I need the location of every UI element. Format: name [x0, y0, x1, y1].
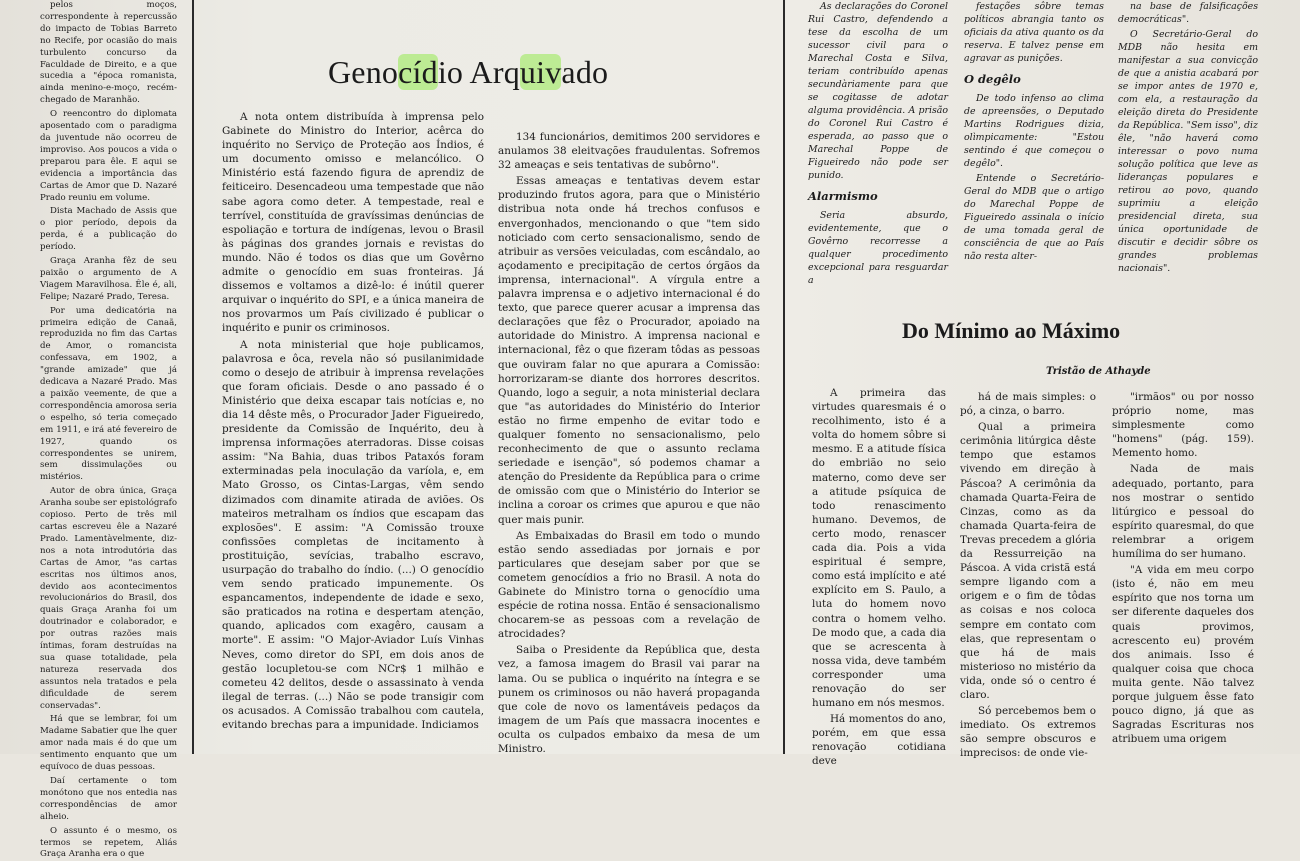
paragraph: Autor de obra única, Graça Aranha soube ser epistológrafo copioso. Perto de três mil cartas escreveu êle a Nazaré Prado. Lamentàvelmente, diz-nos a nota introdutória das Cartas de Amor, "as cartas escritas nos últimos anos, devido aos acontecimentos revolucionários do Brasil, dos quais Graça Aranha foi um doutrinador e colaborador, e por outras razões mais íntimas, foram destruídas na sua quase totalidade, pela natureza reservada dos assuntos nela tratados e pela dificuldade de serem conservadas". — [40, 486, 177, 711]
paragraph: A nota ontem distribuída à imprensa pelo Gabinete do Ministro do Interior, acêrca do inquérito no Serviço de Proteção aos Índios, é um documento omisso e melancólico. O Ministério está fazendo figura de aprendiz de feiticeiro. Desencadeou uma tempestade que não sabe agora como deter. A tempestade, real e terrível, constituída de gravíssimas denúncias de espoliação e tortura de indígenas, levou o Brasil às páginas dos grandes jornais e revistas do mundo. Não é todos os dias que um Govêrno admite o genocídio em suas fronteiras. Já dissemos e voltamos a dizê-lo: é inútil querer arquivar o inquérito do SPI, e a única maneira de nos provarmos um País civilizado é publicar o inquérito e punir os criminosos. — [222, 111, 484, 335]
paragraph: O reencontro do diplomata aposentado com o paradigma da juventude não ocorreu de improviso. Aos poucos a vida o preparou para êle. E aqui se evidencia a importância das Cartas de Amor que D. Nazaré Prado reuniu em volume. — [40, 109, 177, 203]
top-right-column-1 — [808, 0, 948, 286]
main-headline — [328, 54, 608, 91]
paragraph: festações sôbre temas políticos abrangia tanto os oficiais da ativa quanto os da reserva. E talvez pense em agravar as punições. — [964, 1, 1104, 64]
main-article-column-2 — [498, 130, 760, 754]
paragraph: Há momentos do ano, porém, em que essa renovação cotidiana deve — [812, 713, 946, 768]
top-right-column-3 — [1118, 0, 1258, 274]
second-article-column-3-paragraphs — [1112, 390, 1254, 746]
paragraph: Nada de mais adequado, portanto, para nos mostrar o sentido litúrgico e pessoal do espírito quaresmal, do que relembrar a origem humílima do ser humano. — [1112, 463, 1254, 561]
second-article-column-2-paragraphs — [960, 390, 1096, 760]
headline-part: Geno — [328, 54, 399, 90]
section-heading-alarmismo: Alarmismo — [808, 189, 878, 203]
second-article-headline: Do Mínimo ao Máximo — [902, 318, 1121, 343]
paragraph: Dista Machado de Assis que o pior período, depois da perda, é a publicação do período. — [40, 206, 177, 253]
top-right-column-1-paragraphs — [808, 0, 948, 182]
paragraph: As Embaixadas do Brasil em todo o mundo estão sendo assediadas por jornais e por particulares que desejam saber por que se cometem genocídios a frio no Brasil. A nota do Gabinete do Ministro torna o genocídio uma espécie de rotina nossa. Então é sensacionalismo chocarem-se as pessoas com a revelação de atrocidades? — [498, 529, 760, 641]
headline-part: io Arq — [437, 54, 520, 90]
paragraph: Há que se lembrar, foi um Madame Sabatier que lhe quer amor nada mais é do que um sentimento enquanto que um equívoco de duas pessoas. — [40, 714, 177, 773]
paragraph: Saiba o Presidente da República que, desta vez, a famosa imagem do Brasil vai parar na lama. Ou se publica o inquérito na íntegra e se punem os criminosos ou não haverá propaganda que cole de novo os lamentáveis pedaços da imagem de um País que massacra inocentes e oculta os culpados embaixo da mesa de um Ministro. — [498, 644, 760, 756]
paragraph: Daí certamente o tom monótono que nos entedia nas correspondências de amor alheio. — [40, 776, 177, 822]
left-column-paragraphs — [40, 0, 177, 861]
paragraph: O assunto é o mesmo, os termos se repetem, Aliás Graça Aranha era o que — [40, 825, 177, 860]
second-article-column-1-paragraphs — [812, 386, 946, 769]
paragraph: O Secretário-Geral do MDB não hesita em manifestar a sua convicção de que a anistia acabará por se impor antes de 1970 e, com ela, a restauração da eleição direta do Presidente da República. "Sem isso", diz êle, "não haverá como interessar o povo numa solução política que leve as lideranças populares e retirou ao povo, quando suprimiu a eleição presidencial direta, sua única oportunidade de discutir e decidir sôbre os grandes problemas nacionais". — [1118, 29, 1258, 274]
paragraph: Essas ameaças e tentativas devem estar produzindo frutos agora, para que o Ministério distribua nota onde há trechos confusos e envergonhados, mencionando o que "tem sido noticiado com certo sensacionalismo, sendo de atribuir as versões veiculadas, com escândalo, ao açodamento e precipitação de certos órgãos da imprensa, internacional". A vírgula entre a palavra imprensa e o adjetivo internacional é do texto, que parece querer acusar a imprensa das declarações que fêz o Procurador, apoiado na autoridade do Ministro. A imprensa nacional e internacional, fêz o que fizeram tôdas as pessoas que ouviram falar no que apurara a Comissão: horrorizaram-se diante dos horrores descritos. Quando, logo a seguir, a nota ministerial declara que "as autoridades do Ministério do Interior estão no firme empenho de evitar todo e qualquer fomento no sensacionalismo, pelo reconhecimento de que o assunto reclama seriedade e isenção", só podemos chamar a atenção do Presidente da República para o crime de omissão com que o Ministério do Interior se inclina a coroar os crimes que apurou e que não quer mais punir. — [498, 175, 760, 526]
paragraph: pelos moços, correspondente à repercussão do impacto de Tobias Barreto no Recife, por ocasião do mais turbulento concurso da Faculdade de Direito, e a que sucedia a "época romanista, ainda menino-e-moço, recém-chegado de Maranhão. — [40, 0, 177, 106]
top-right-column-2-before — [964, 0, 1104, 65]
paragraph: Só percebemos bem o imediato. Os extremos são sempre obscuros e imprecisos: de onde vie- — [960, 705, 1096, 760]
paragraph: Graça Aranha fêz de seu paixão o argumento de A Viagem Maravilhosa. Êle é, ali, Felipe; Nazaré Prado, Teresa. — [40, 256, 177, 302]
paragraph: Qual a primeira cerimônia litúrgica dêste tempo que estamos vivendo em direção à Páscoa? A cerimônia da chamada Quarta-Feira de Cinzas, como as da chamada Quarta-feira de Trevas precedem a glória da Ressurreição na Páscoa. A vida cristã está sempre ligando com a origem e o fim de tôdas as coisas e nos coloca sempre em contato com elas, que representam o que há de mais misterioso no mistério da vida, onde só o centro é claro. — [960, 421, 1096, 701]
top-right-column-1-after — [808, 209, 948, 287]
main-article-column-1 — [222, 110, 484, 754]
paragraph: na base de falsificações democráticas". — [1118, 1, 1258, 25]
paragraph: Por uma dedicatória na primeira edição de Canaã, reproduzida no fim das Cartas de Amor, o romancista confessava, em 1902, a "grande amizade" que já dedicava a Nazaré Prado. Mas a paixão veemente, de que a correspondência amorosa seria o espelho, só teria começado em 1911, e irá até fevereiro de 1927, quando os correspondentes se unirem, sem dissimulações ou mistérios. — [40, 305, 177, 483]
paragraph: Seria absurdo, evidentemente, que o Govêrno recorresse a qualquer procedimento excepcional para resguardar a — [808, 210, 948, 286]
headline-part-highlighted: uiv — [519, 54, 562, 90]
second-article-column-1 — [812, 386, 946, 768]
left-column — [40, 0, 177, 860]
paragraph: A primeira das virtudes quaresmais é o recolhimento, isto é a volta do homem sôbre si mesmo. E a atitude física do embrião no seio materno, como deve ser a atitude psíquica de todo renascimento humano. Devemos, de certo modo, renascer cada dia. Pois a vida espiritual é sempre, como está implícito e até explícito em S. Paulo, a luta do homem novo contra o homem velho. De modo que, a cada dia que se acrescenta à nossa vida, deve também corresponder uma renovação do ser humano em nós mesmos. — [812, 387, 946, 710]
column-rule-left — [192, 0, 194, 754]
headline-part-highlighted: cíd — [398, 54, 438, 90]
top-right-column-2-after — [964, 92, 1104, 263]
paragraph: "irmãos" ou por nosso próprio nome, mas simplesmente como "homens" (pág. 159). Memento homo. — [1112, 391, 1254, 460]
paragraph: A nota ministerial que hoje publicamos, palavrosa e ôca, revela não só pusilanimidade como o desejo de atribuir à imprensa revelações que foram oficiais. Desde o ano passado é o Ministério que deixa escapar tais notícias e, no dia 14 dêste mês, o Procurador Jader Figueiredo, presidente da Comissão de Inquérito, deu à imprensa informações aterradoras. Disse coisas assim: "Na Bahia, duas tribos Pataxós foram exterminadas pela inoculação da varíola, e, em Mato Grosso, os Cintas-Largas, vêm sendo dizimados com dinamite atirada de aviões. Os mateiros metralham os índios que escapam das explosões". E assim: "A Comissão trouxe confissões completas de incitamento à prostituição, sevícias, trabalho escravo, usurpação do trabalho do índio. (...) O genocídio vem sendo praticado impunemente. Os espancamentos, independente de idade e sexo, são praticados na rotina e despertam atenção, quando, aplicados com exagêro, causam a morte". E assim: "O Major-Aviador Luís Vinhas Neves, como diretor do SPI, em dois anos de gestão locupletou-se com NCr$ 1 milhão e cometeu 42 delitos, desde o assassinato à venda ilegal de terras. (...) Não se pode transigir com os acusados. A Comissão trabalhou com cautela, evitando brechas para a impunidade. Indiciamos — [222, 338, 484, 732]
top-right-column-2 — [964, 0, 1104, 270]
second-article-column-2 — [960, 390, 1096, 760]
column-rule-middle — [783, 0, 785, 754]
paragraph: De todo infenso ao clima de apreensões, o Deputado Martins Rodrigues dizia, olìmpicamente: "Estou sentindo é que começou o degêlo". — [964, 93, 1104, 169]
section-heading-o-degelo: O degêlo — [964, 72, 1021, 86]
paragraph: "A vida em meu corpo (isto é, não em meu espírito que nos torna um ser diferente daqueles dos quais provimos, acrescento eu) provém dos animais. Isso é qualquer coisa que choca muita gente. Não talvez porque julguem êsse fato pouco digno, já que as Sagradas Escrituras nos atribuem uma origem — [1112, 564, 1254, 746]
paragraph: 134 funcionários, demitimos 200 servidores e anulamos 38 eleitvações fraudulentas. Sofremos 32 ameaças e seis tentativas de subôrno". — [498, 131, 760, 172]
paragraph: há de mais simples: o pó, a cinza, o barro. — [960, 391, 1096, 418]
second-article-column-3 — [1112, 390, 1254, 754]
main-article-column-2-paragraphs — [498, 130, 760, 756]
main-article-column-1-paragraphs — [222, 110, 484, 732]
paragraph: Entende o Secretário-Geral do MDB que o artigo do Marechal Poppe de Figueiredo assinala o início de uma tomada geral de consciência de que ao País não resta alter- — [964, 173, 1104, 262]
headline-part: ado — [561, 54, 609, 90]
second-article-byline: Tristão de Athayde — [1046, 366, 1151, 377]
paragraph: As declarações do Coronel Rui Castro, defendendo a tese da escolha de um sucessor civil para o Marechal Costa e Silva, teriam contribuído apenas secundàriamente para que se cogitasse de adotar alguma providência. A prisão do Coronel Rui Castro é esperada, ao passo que o Marechal Poppe de Figueiredo não pode ser punido. — [808, 1, 948, 181]
top-right-column-3-paragraphs — [1118, 0, 1258, 275]
